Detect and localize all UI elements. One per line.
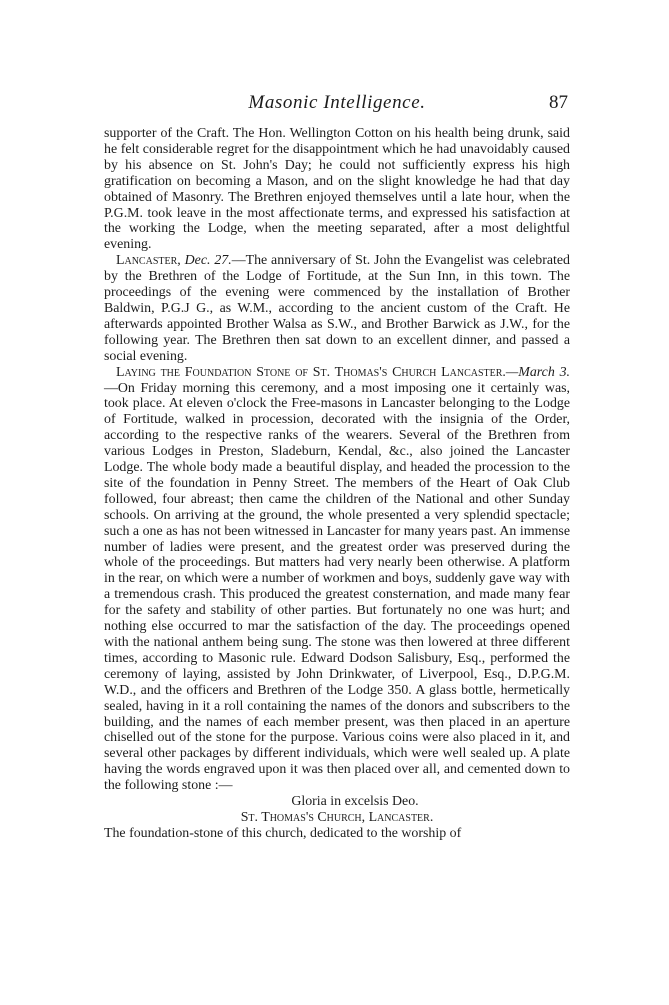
foundation-date: —March 3.	[505, 364, 570, 380]
lancaster-date: Dec. 27.	[184, 253, 232, 269]
book-page	[104, 92, 570, 992]
foundation-heading: Laying the Foundation Stone of St. Thomas's Church Lancaster.	[116, 364, 506, 380]
running-title: Masonic Intelligence.	[248, 92, 426, 113]
closing-paragraph: The foundation-stone of this church, dedicated to the worship of	[104, 825, 462, 841]
continuation-paragraph: supporter of the Craft. The Hon. Wellington Cotton on his health being drunk, said he felt considerable regret for the disappointment which he had unavoidably caused by his absence on St. John's Day; he could not sufficiently express his high gratification on becoming a Mason, and on the slight knowledge he had that day obtained of Masonry. The Brethren enjoyed themselves until a late hour, when the P.G.M. took leave in the most affectionate terms, and expressed his satisfaction at the working the Lodge, when the meeting separated, after a most delightful evening.	[104, 126, 570, 253]
inscription-line-2: St. Thomas's Church, Lancaster.	[240, 809, 434, 825]
page-number: 87	[549, 92, 568, 113]
foundation-paragraph	[104, 365, 570, 794]
inscription-line-1: Gloria in excelsis Deo.	[291, 794, 419, 810]
lancaster-text: —The anniversary of St. John the Evangelist was celebrated by the Brethren of the Lodge of Fortitude, at the Sun Inn, in this town. The proceedings of the evening were commenced by the installation of Brother Baldwin, P.G.J G., as W.M., according to the ancient custom of the Craft. He afterwards appointed Brother Walsa as S.W., and Brother Barwick as J.W., for the following year. The Brethren then sat down to an excellent dinner, and passed a social evening.	[104, 253, 570, 364]
running-head	[104, 92, 570, 118]
article-body	[104, 126, 570, 842]
lancaster-place: Lancaster,	[116, 253, 181, 269]
lancaster-paragraph	[104, 253, 570, 364]
foundation-text: —On Friday morning this ceremony, and a most imposing one it certainly was, took place. At eleven o'clock the Free-masons in Lancaster belonging to the Lodge of Fortitude, walked in procession, decorated with the insignia of the Order, according to the respective ranks of the wearers. Several of the Brethren from various Lodges in Preston, Sladeburn, Kendal, &c., also joined the Lancaster Lodge. The whole body made a beautiful display, and headed the procession to the site of the foundation in Penny Street. The members of the Heart of Oak Club followed, four abreast; then came the children of the National and other Sunday schools. On arriving at the ground, the whole presented a very splendid spectacle; such a one as has not been witnessed in Lancaster for many years past. An immense number of ladies were present, and the greatest order was preserved during the whole of the proceedings. But matters had very nearly been otherwise. A platform in the rear, on which were a number of workmen and boys, suddenly gave way with a tremendous crash. This produced the greatest consternation, and made many fear for the safety and stability of other parties. But fortunately no one was hurt; and nothing else occurred to mar the satisfaction of the day. The proceedings opened with the national anthem being sung. The stone was then lowered at three different times, according to Masonic rule. Edward Dodson Salisbury, Esq., performed the ceremony of laying, assisted by John Drinkwater, of Liverpool, Esq., D.P.G.M. W.D., and the officers and Brethren of the Lodge 350. A glass bottle, hermetically sealed, having in it a roll containing the names of the donors and subscribers to the building, and the names of each member present, was then placed in an aperture chiselled out of the stone for the purpose. Various coins were also placed in it, and several other packages by different individuals, which were well sealed up. A plate having the words engraved upon it was then placed over all, and cemented down to the following stone :—	[104, 380, 570, 794]
